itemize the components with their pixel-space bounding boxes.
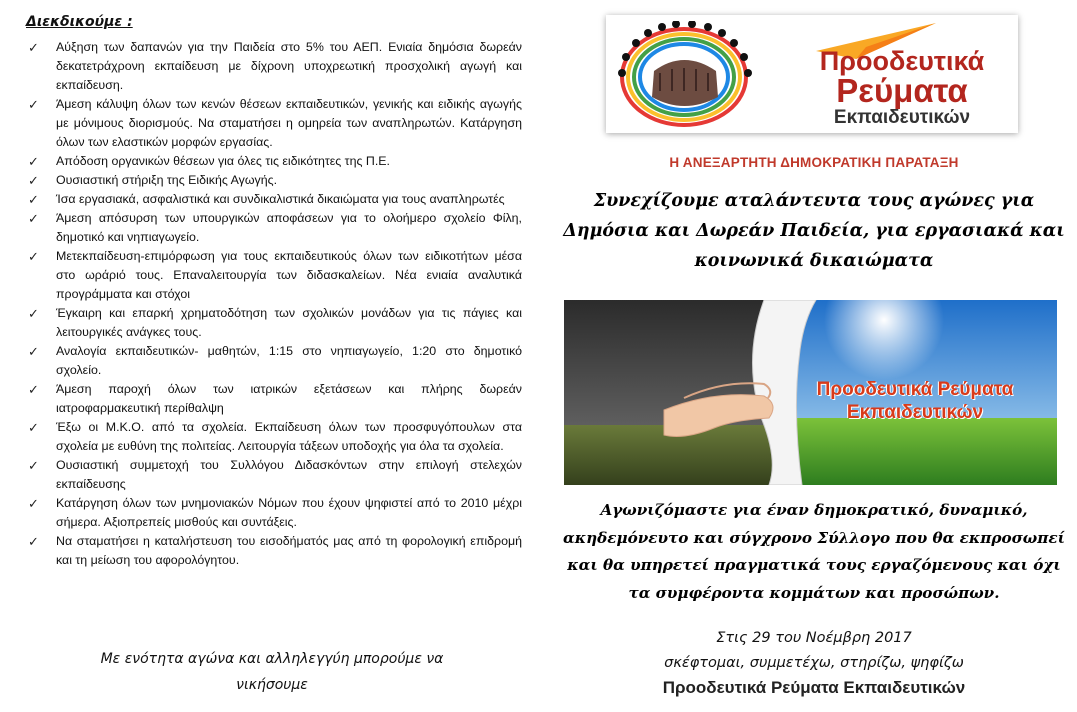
photo-caption-line-1: Προοδευτικά Ρεύματα (816, 379, 1014, 400)
vote-actions: σκέφτομαι, συμμετέχω, στηρίζω, ψηφίζω (664, 655, 964, 671)
demand-text: Αύξηση των δαπανών για την Παιδεία στο 5% του ΑΕΠ. Ενιαία δημόσια δωρεάν δεκατετράχρονη εκπαίδευση με δίχρονη υποχρεωτική προσχολική αγωγή και εκπαίδευση. (56, 40, 522, 92)
slogan-line-3: κοινωνικά δικαιώματα (694, 251, 934, 271)
demand-text: Άμεση παροχή όλων των ιατρικών εξετάσεων και πλήρης δωρεάν ιατροφαρμακευτική περίθαλψη (56, 382, 522, 415)
checkmark-icon: ✓ (28, 40, 39, 55)
closing-line-2: νικήσουμε (236, 677, 308, 693)
checkmark-icon: ✓ (28, 496, 39, 511)
demand-item (22, 152, 522, 171)
demand-item (22, 209, 522, 247)
demand-item (22, 171, 522, 190)
logo (606, 15, 1018, 133)
hero-photo (564, 300, 1057, 485)
slogan-line-2: Δημόσια και Δωρεάν Παιδεία, για εργασιακά και (563, 221, 1065, 241)
checkmark-icon: ✓ (28, 306, 39, 321)
checkmark-icon: ✓ (28, 192, 39, 207)
demand-text: Ίσα εργασιακά, ασφαλιστικά και συνδικαλιστικά δικαιώματα για τους αναπληρωτές (56, 192, 505, 206)
photo-caption (780, 378, 1050, 424)
checkmark-icon: ✓ (28, 458, 39, 473)
demand-item (22, 380, 522, 418)
demand-item (22, 247, 522, 304)
demand-item (22, 342, 522, 380)
checkmark-icon: ✓ (28, 249, 39, 264)
logo-line-3: Εκπαιδευτικών (833, 107, 971, 128)
demand-item (22, 418, 522, 456)
mission-statement (562, 497, 1066, 607)
demand-text: Άμεση απόσυρση των υπουργικών αποφάσεων για το ολοήμερο σχολείο Φίλη, δημοτικό και νηπιαγωγείο. (56, 211, 522, 244)
demand-item (22, 38, 522, 95)
mission-line-1: Αγωνιζόμαστε για έναν δημοκρατικό, δυναμικό, (600, 501, 1028, 519)
demand-item (22, 190, 522, 209)
vote-date: Στις 29 του Νοέμβρη 2017 (716, 630, 912, 646)
checkmark-icon: ✓ (28, 534, 39, 549)
faction-name: Η ΑΝΕΞΑΡΤΗΤΗ ΔΗΜΟΚΡΑΤΙΚΗ ΠΑΡΑΤΑΞΗ (669, 155, 959, 170)
demand-item (22, 494, 522, 532)
checkmark-icon: ✓ (28, 173, 39, 188)
checkmark-icon: ✓ (28, 344, 39, 359)
demand-text: Έξω οι Μ.Κ.Ο. από τα σχολεία. Εκπαίδευση όλων των προσφυγόπουλων στα σχολεία με ευθύνη της πολιτείας. Λειτουργία τάξεων υποδοχής για όλα τα σχολεία. (56, 420, 522, 453)
mission-line-4: τα συμφέροντα κομμάτων και προσώπων. (628, 583, 1000, 602)
demand-text: Απόδοση οργανικών θέσεων για όλες τις ειδικότητες της Π.Ε. (56, 154, 390, 168)
demand-text: Κατάργηση όλων των μνημονιακών Νόμων που έχουν ψηφιστεί από το 2010 μέχρι σήμερα. Αξιοπρεπείς μισθούς και συντάξεις. (56, 496, 522, 529)
left-closing-slogan (22, 646, 522, 698)
logo-line-1: Προοδευτικά (819, 46, 985, 76)
demand-text: Αναλογία εκπαιδευτικών- μαθητών, 1:15 στο νηπιαγωγείο, 1:20 στο δημοτικό σχολείο. (56, 344, 522, 377)
demand-item (22, 532, 522, 570)
demands-title: Διεκδικούμε : (26, 14, 133, 30)
demand-text: Έγκαιρη και επαρκή χρηματοδότηση των σχολικών μονάδων για τις πάγιες και λειτουργικές ανάγκες τους. (56, 306, 522, 339)
demand-text: Μετεκπαίδευση-επιμόρφωση για τους εκπαιδευτικούς όλων των ειδικοτήτων μέσα στο ωράριό τους. Επαναλειτουργία των διδασκαλείων. Νέα ενιαία αναλυτικά προγράμματα και στόχοι (56, 249, 522, 301)
slogan-line-1: Συνεχίζουμε αταλάντευτα τους αγώνες για (593, 191, 1035, 211)
checkmark-icon: ✓ (28, 420, 39, 435)
demands-list (22, 38, 522, 570)
demands-column (22, 8, 522, 570)
demand-text: Ουσιαστική συμμετοχή του Συλλόγου Διδασκόντων στην επιλογή στελεχών εκπαίδευσης (56, 458, 522, 491)
photo-caption-line-2: Εκπαιδευτικών (846, 402, 984, 423)
demand-text: Ουσιαστική στήριξη της Ειδικής Αγωγής. (56, 173, 278, 187)
main-slogan (562, 186, 1066, 276)
checkmark-icon: ✓ (28, 97, 39, 112)
checkmark-icon: ✓ (28, 382, 39, 397)
closing-line-1: Με ενότητα αγώνα και αλληλεγγύη μπορούμε να (100, 651, 444, 667)
demand-text: Άμεση κάλυψη όλων των κενών θέσεων εκπαιδευτικών, γενικής και ειδικής αγωγής με μόνιμους διορισμούς. Να σταματήσει η ομηρεία των αναπληρωτών. Κατάργηση όλων των ελαστικών μορφών εργασίας. (56, 97, 522, 149)
vote-call (562, 626, 1066, 676)
mission-line-2: ακηδεμόνευτο και σύγχρονο Σύλλογο που θα εκπροσωπεί (563, 528, 1065, 547)
checkmark-icon: ✓ (28, 154, 39, 169)
demand-item (22, 304, 522, 342)
demand-item (22, 456, 522, 494)
signature: Προοδευτικά Ρεύματα Εκπαιδευτικών (662, 678, 966, 697)
demand-text: Να σταματήσει η καταλήστευση του εισοδήματός μας από τη φορολογική επιδρομή και τη μείωση του αφορολόγητου. (56, 534, 522, 567)
logo-line-2: Ρεύματα (836, 72, 968, 109)
logo-text (792, 47, 1012, 129)
checkmark-icon: ✓ (28, 211, 39, 226)
mission-line-3: και θα υπηρετεί πραγματικά τους εργαζόμενους και όχι (567, 556, 1061, 574)
demand-item (22, 95, 522, 152)
fist-crowd-logo-icon (616, 21, 756, 127)
